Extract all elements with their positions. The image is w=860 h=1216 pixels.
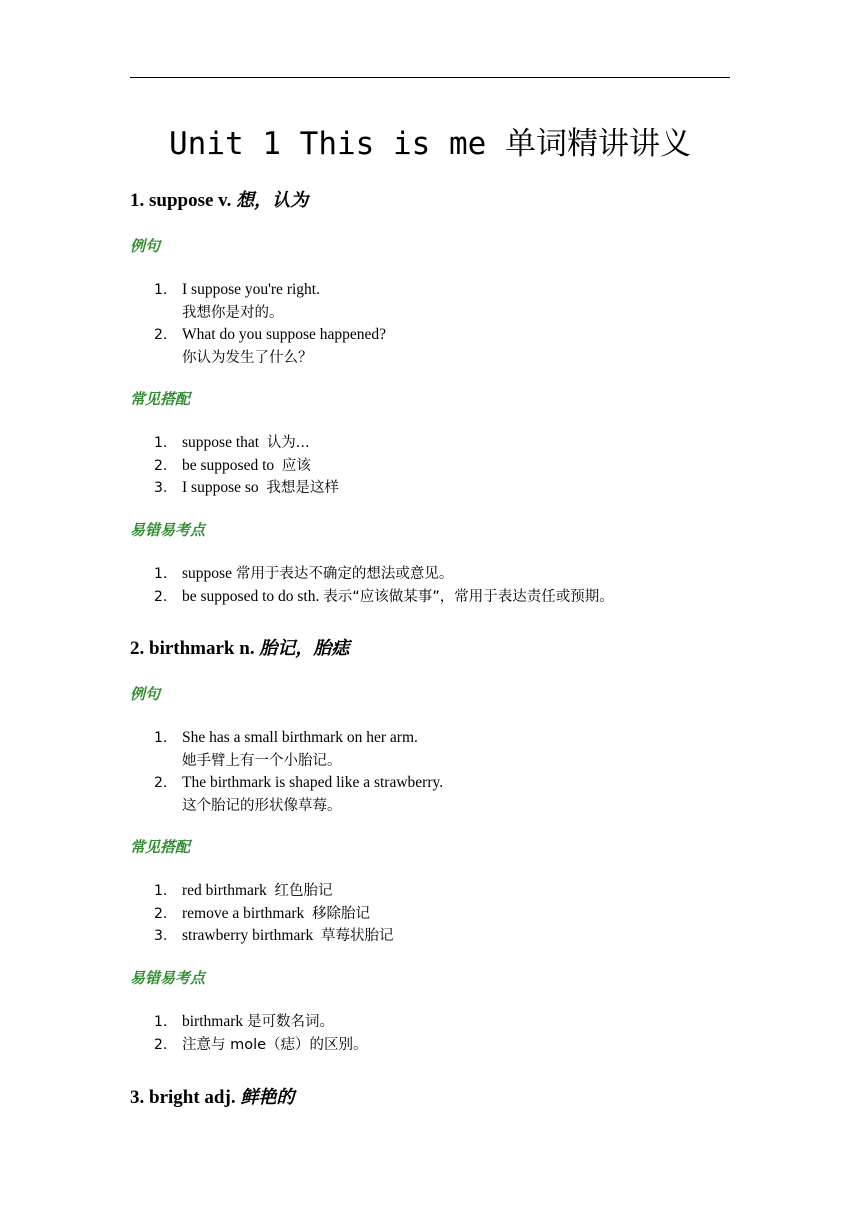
list-number: 2. [154, 588, 168, 605]
list-item [130, 925, 750, 948]
example-zh: 你认为发生了什么？ [182, 349, 313, 366]
examples-list [130, 727, 750, 817]
collocation-zh: 移除胎记 [311, 905, 370, 922]
collocation-zh: 应该 [281, 457, 311, 474]
word-heading-zh: 想，认为 [236, 190, 309, 211]
list-number: 1. [154, 435, 168, 451]
pitfall-en: birthmark [182, 1013, 244, 1030]
list-number: 1. [154, 1014, 168, 1030]
examples-label: 例句 [130, 237, 161, 255]
example-en: I suppose you're right. [182, 281, 320, 298]
list-number: 1. [154, 282, 168, 298]
list-number: 2. [154, 327, 168, 343]
word-heading-birthmark [130, 636, 349, 662]
pitfalls-list [130, 1011, 750, 1056]
collocations-label: 常见搭配 [130, 838, 191, 856]
list-number: 3. [154, 480, 168, 496]
collocation-en: I suppose so [182, 479, 259, 496]
example-en: She has a small birthmark on her arm. [182, 729, 418, 746]
list-item [130, 563, 750, 586]
list-number: 1. [154, 883, 168, 899]
pitfalls-list [130, 563, 750, 608]
pitfall-zh: 是可数名词。 [247, 1014, 334, 1030]
collocation-en: suppose that [182, 434, 260, 451]
example-zh: 她手臂上有一个小胎记。 [182, 752, 342, 769]
list-item [130, 1034, 750, 1057]
collocations-list [130, 880, 750, 948]
word-heading-en: 3. bright adj. [130, 1087, 236, 1108]
list-item [130, 586, 750, 609]
list-item [130, 727, 750, 772]
collocation-zh: 红色胎记 [274, 883, 333, 899]
example-zh: 我想你是对的。 [182, 304, 284, 321]
collocation-en: red birthmark [182, 882, 267, 899]
list-number: 2. [154, 1036, 168, 1053]
pitfall-en: suppose [182, 565, 232, 582]
pitfall-zh: 表示“应该做某事”，常用于表达责任或预期。 [323, 588, 614, 605]
example-en: The birthmark is shaped like a strawberry. [182, 774, 444, 791]
pitfall-en: be supposed to do sth. [182, 587, 320, 605]
list-item [130, 432, 750, 455]
pitfalls-label: 易错易考点 [130, 521, 206, 539]
word-heading-en: 2. birthmark n. [130, 638, 255, 659]
pitfall-zh: 常用于表达不确定的想法或意见。 [235, 566, 454, 582]
list-item [130, 772, 750, 817]
pitfalls-label: 易错易考点 [130, 969, 206, 987]
word-heading-en: 1. suppose v. [130, 190, 232, 211]
header-rule [130, 77, 730, 78]
word-heading-zh: 鲜艳的 [240, 1087, 295, 1108]
document-title: Unit 1 This is me 单词精讲讲义 [169, 126, 691, 162]
list-item [130, 477, 750, 500]
list-number: 2. [154, 905, 168, 922]
pitfall-en: 注意与 mole（痣）的区别。 [182, 1036, 368, 1053]
collocation-en: be supposed to [182, 456, 275, 474]
list-item [130, 455, 750, 478]
collocation-en: remove a birthmark [182, 904, 305, 922]
list-item [130, 903, 750, 926]
example-zh: 这个胎记的形状像草莓。 [182, 797, 342, 814]
list-number: 1. [154, 730, 168, 746]
list-number: 1. [154, 566, 168, 582]
collocation-en: strawberry birthmark [182, 927, 314, 944]
example-en: What do you suppose happened? [182, 326, 387, 343]
word-heading-suppose [130, 188, 308, 214]
examples-label: 例句 [130, 685, 161, 703]
list-number: 2. [154, 457, 168, 474]
collocation-zh: 认为... [266, 435, 310, 451]
word-heading-zh: 胎记，胎痣 [259, 638, 350, 659]
list-item [130, 1011, 750, 1034]
list-item [130, 324, 750, 369]
list-item [130, 279, 750, 324]
list-number: 2. [154, 775, 168, 791]
word-heading-bright [130, 1085, 294, 1111]
list-item [130, 880, 750, 903]
list-number: 3. [154, 928, 168, 944]
collocation-zh: 我想是这样 [266, 480, 339, 496]
collocations-label: 常见搭配 [130, 390, 191, 408]
collocation-zh: 草莓状胎记 [321, 928, 394, 944]
examples-list [130, 279, 750, 369]
collocations-list [130, 432, 750, 500]
